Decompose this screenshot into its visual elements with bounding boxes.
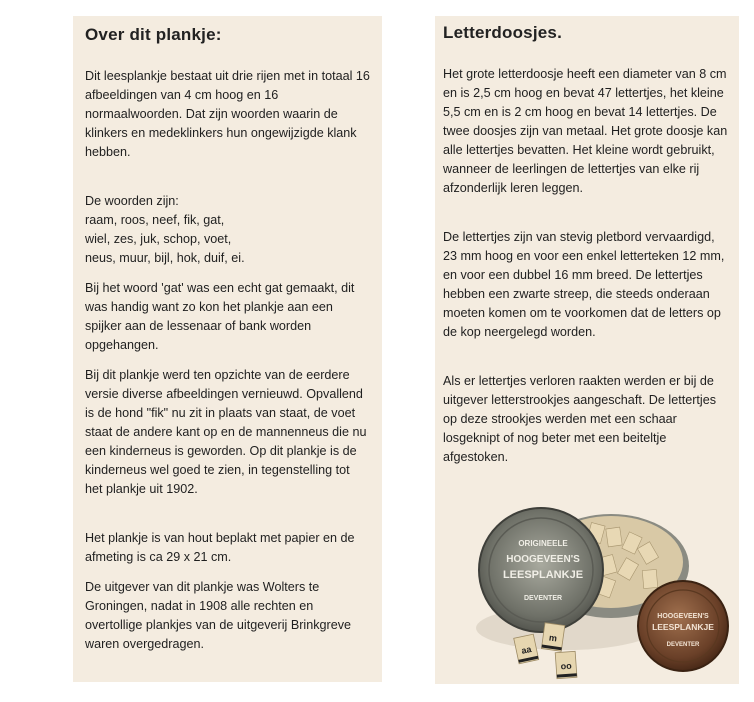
letter-tins-photo bbox=[471, 478, 736, 688]
loose-tile-letter: m bbox=[548, 632, 558, 644]
loose-tile-letter: aa bbox=[520, 644, 533, 656]
section-title: Letterdoosjes. bbox=[443, 23, 562, 42]
panel-letterdoosjes bbox=[435, 16, 739, 684]
big-tin-text-1: ORIGINEELE bbox=[518, 539, 568, 548]
paragraph-doosjes: Het grote letterdoosje heeft een diameter van 8 cm en is 2,5 cm hoog en bevat 47 lettertjes, het kleine 5,5 cm en is 2 cm hoog en bevat 14 lettertjes. De twee doosjes zijn van metaal. Het grote doosje kan alle lettertjes bevatten. Het kleine wordt gebruikt, wanneer de leerlingen de lettertjes van elke rij afzonderlijk leren leggen. bbox=[443, 67, 728, 195]
paragraph-afbeeldingen: Bij dit plankje werd ten opzichte van de eerdere versie diverse afbeeldingen vernieuwd. Opvallend is de hond "fik" nu zit in plaats van staat, de voet staat de andere kant op en de mannenneus die nu een kinderneus is geworden. Op dit plankje is de kinderneus wel goed te zien, in tegenstelling tot het plankje uit 1902. bbox=[85, 368, 367, 496]
small-tin-text-1: HOOGEVEEN'S bbox=[657, 613, 709, 620]
words-row-2: wiel, zes, juk, schop, voet, bbox=[85, 232, 232, 246]
big-tin-text-4: DEVENTER bbox=[523, 595, 563, 602]
words-row-3: neus, muur, bijl, hok, duif, ei. bbox=[85, 251, 245, 265]
panel-over-dit-plankje bbox=[73, 16, 382, 682]
small-tin-text-2: LEESPLANKJE bbox=[652, 622, 714, 632]
loose-tile-letter: oo bbox=[560, 660, 572, 672]
section-title: Over dit plankje: bbox=[85, 25, 222, 44]
big-tin-text-3: LEESPLANKJE bbox=[502, 569, 584, 581]
paragraph-intro: Dit leesplankje bestaat uit drie rijen met in totaal 16 afbeeldingen van 4 cm hoog en 16 normaalwoorden. Dat zijn woorden waarin de klinkers en medeklinkers hun ongewijzigde klank hebben. bbox=[85, 69, 370, 159]
paragraph-lettertjes: De lettertjes zijn van stevig pletbord vervaardigd, 23 mm hoog en voor een enkel letterteken 12 mm, en voor een dubbel 16 mm breed. De lettertjes hebben een zwarte streep, die steeds onderaan moeten komen om te voorkomen dat de letters op de kop neergelegd worden. bbox=[443, 230, 725, 339]
paragraph-afmeting: Het plankje is van hout beplakt met papier en de afmeting is ca 29 x 21 cm. bbox=[85, 531, 355, 564]
big-tin-text-2: HOOGEVEEN'S bbox=[506, 554, 580, 565]
small-tin-text-3: DEVENTER bbox=[666, 642, 700, 648]
words-list bbox=[85, 192, 370, 268]
paragraph-uitgever: De uitgever van dit plankje was Wolters te Groningen, nadat in 1908 alle rechten en overtollige plankjes van de uitgeverij Brinkgreve waren overgedragen. bbox=[85, 580, 352, 651]
words-row-1: raam, roos, neef, fik, gat, bbox=[85, 213, 225, 227]
words-heading: De woorden zijn: bbox=[85, 194, 179, 208]
paragraph-letterstrookjes: Als er lettertjes verloren raakten werden er bij de uitgever letterstrookjes aangeschaft. De lettertjes op deze strookjes werden met een schaar losgeknipt of nog beter met een beiteltje afgestoken. bbox=[443, 374, 717, 464]
paragraph-gat: Bij het woord 'gat' was een echt gat gemaakt, dit was handig want zo kon het plankje aan een spijker aan de lessenaar of bank worden opgehangen. bbox=[85, 281, 355, 352]
